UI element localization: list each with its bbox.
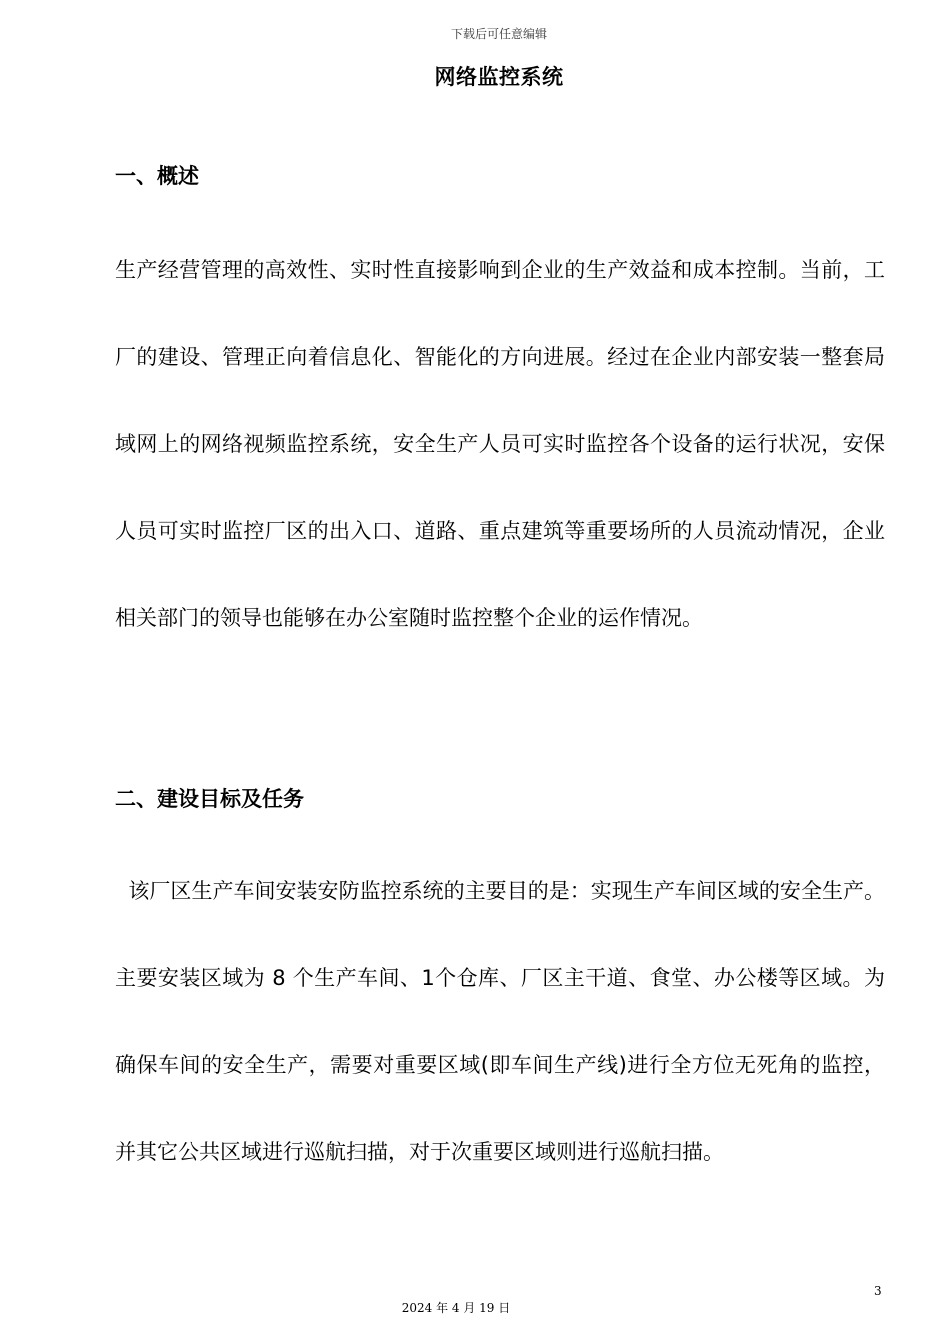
- footer-date: 2024 年 4 月 19 日: [401, 1301, 511, 1315]
- section-heading-overview: 一、概述: [115, 164, 199, 188]
- section-paragraph-goals: 该厂区生产车间安装安防监控系统的主要目的是：实现生产车间区域的安全生产。主要安装区域为 8 个生产车间、1个仓库、厂区主干道、食堂、办公楼等区域。为确保车间的安全生产，需要对重要区域(即车间生产线)进行全方位无死角的监控，并其它公共区域进行巡航扫描，对于次重要区域则进行巡航扫描。: [115, 879, 885, 1164]
- page-number: 3: [874, 1284, 882, 1298]
- section-paragraph-overview: 生产经营管理的高效性、实时性直接影响到企业的生产效益和成本控制。当前，工厂的建设、管理正向着信息化、智能化的方向进展。经过在企业内部安装一整套局域网上的网络视频监控系统，安全生产人员可实时监控各个设备的运行状况，安保人员可实时监控厂区的出入口、道路、重点建筑等重要场所的人员流动情况，企业相关部门的领导也能够在办公室随时监控整个企业的运作情况。: [115, 258, 885, 630]
- document-title: 网络监控系统: [434, 65, 564, 89]
- header-note: 下载后可任意编辑: [450, 27, 547, 41]
- section-heading-goals: 二、建设目标及任务: [115, 787, 304, 811]
